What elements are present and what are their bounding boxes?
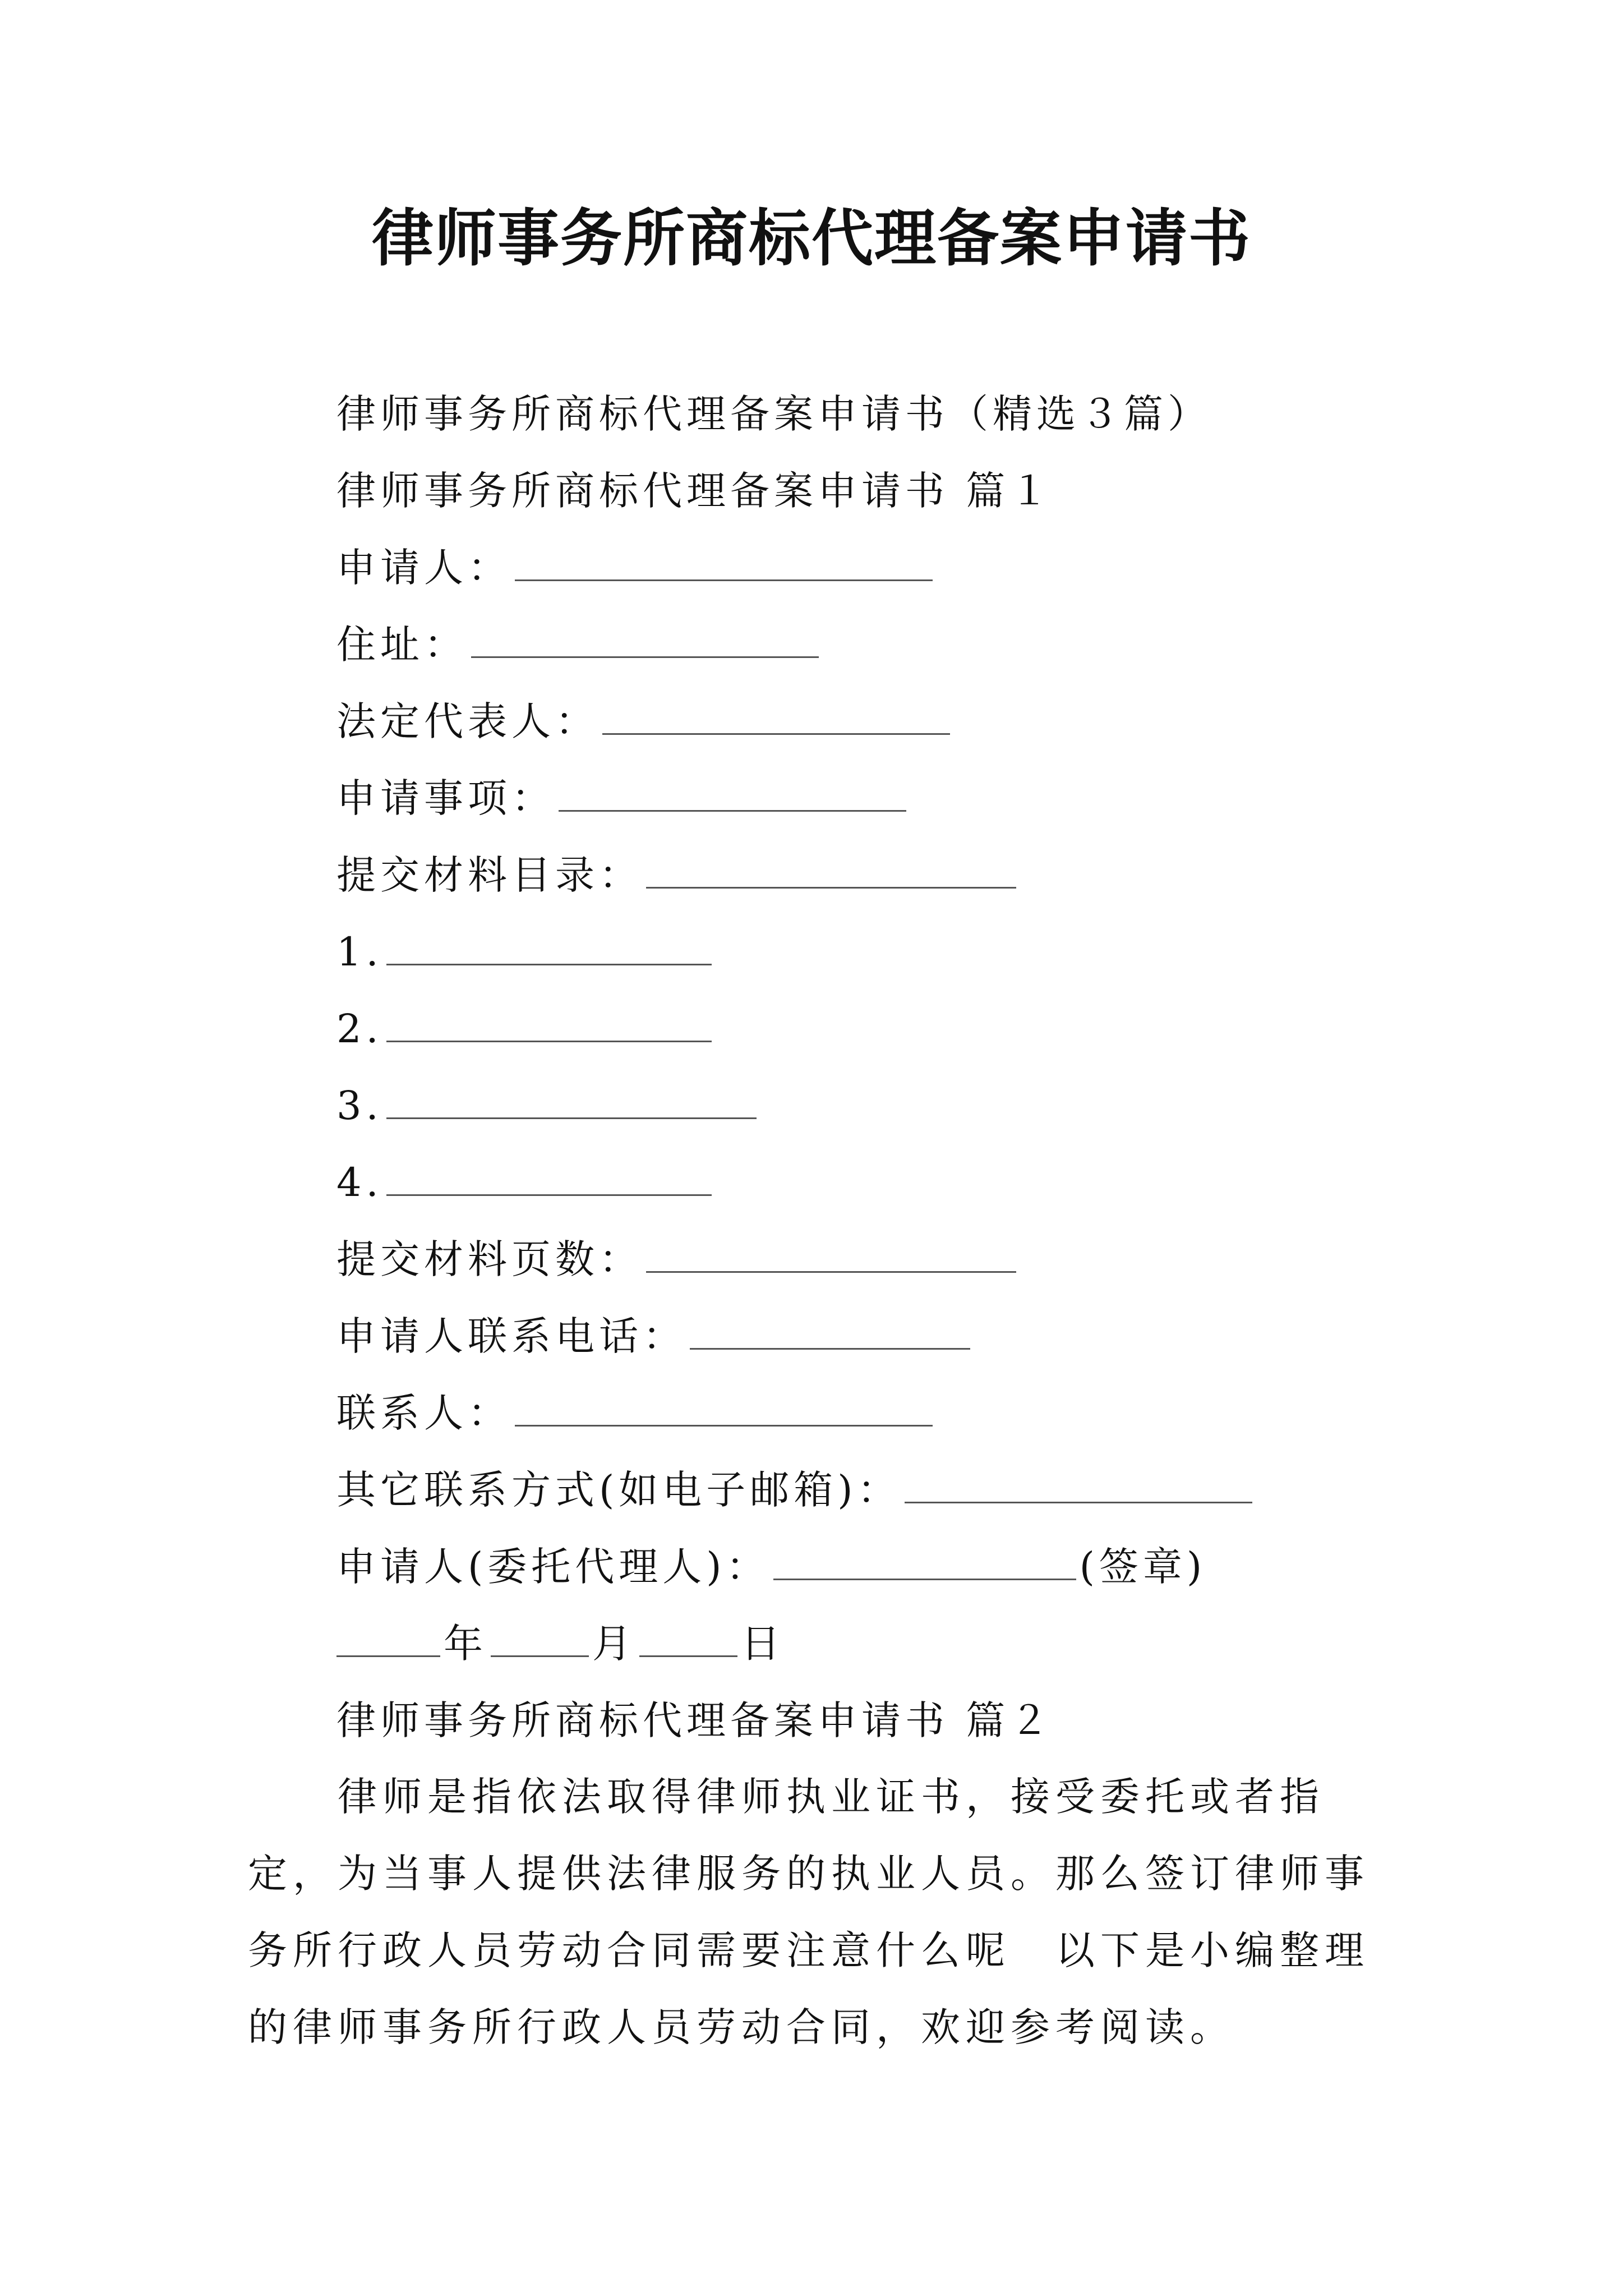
month-label: 月 [592, 1621, 636, 1667]
applicant-label: 申请人： [336, 545, 511, 591]
section2-heading: 律师事务所商标代理备案申请书 篇２ [336, 1697, 1054, 1743]
item4-blank[interactable] [386, 1155, 712, 1196]
section2-body: 律师是指依法取得律师执业证书，接受委托或者指定，为当事人提供法律服务的执业人员。那么签订律师事务所行政人员劳动合同需要注意什么呢 以下是小编整理的律师事务所行政人员劳动合同，欢迎参考阅读。 [248, 1774, 1370, 2050]
other-contact-blank[interactable] [905, 1462, 1252, 1503]
year-blank[interactable] [336, 1616, 440, 1657]
day-blank[interactable] [639, 1616, 737, 1657]
agent-label: 申请人(委托代理人)： [336, 1544, 770, 1590]
item4-row [336, 1154, 715, 1211]
document-title: 律师事务所商标代理备案申请书 [372, 202, 1251, 274]
address-blank[interactable] [471, 617, 819, 658]
pages-row [336, 1231, 1020, 1287]
matter-blank[interactable] [559, 771, 906, 812]
matter-row [336, 770, 910, 826]
address-row [336, 616, 822, 673]
legal-rep-row [336, 693, 953, 749]
item3-row [336, 1078, 760, 1134]
agent-row [336, 1539, 1206, 1595]
other-contact-row [336, 1462, 1256, 1518]
phone-row [336, 1308, 974, 1364]
contact-row [336, 1385, 936, 1441]
month-blank[interactable] [491, 1616, 589, 1657]
phone-blank[interactable] [690, 1309, 970, 1350]
contact-label: 联系人： [336, 1390, 511, 1436]
subtitle: 律师事务所商标代理备案申请书（精选３篇） [336, 391, 1211, 437]
materials-list-label: 提交材料目录： [336, 852, 643, 898]
contact-blank[interactable] [515, 1386, 933, 1427]
item2-label: 2. [336, 1006, 383, 1052]
item3-label: 3. [336, 1083, 383, 1129]
item1-row [336, 924, 715, 980]
item4-label: 4. [336, 1159, 383, 1205]
year-label: 年 [444, 1621, 487, 1667]
day-label: 日 [741, 1621, 785, 1667]
legal-rep-label: 法定代表人： [336, 698, 599, 744]
other-contact-label: 其它联系方式(如电子邮箱)： [336, 1467, 901, 1513]
item2-blank[interactable] [386, 1001, 712, 1042]
date-row [336, 1616, 785, 1672]
applicant-row [336, 540, 936, 596]
pages-blank[interactable] [646, 1232, 1016, 1273]
materials-list-blank[interactable] [646, 848, 1016, 889]
item1-blank[interactable] [386, 924, 712, 965]
section1-heading: 律师事务所商标代理备案申请书 篇１ [336, 468, 1054, 514]
matter-label: 申请事项： [336, 775, 555, 821]
legal-rep-blank[interactable] [602, 694, 950, 735]
applicant-blank[interactable] [515, 540, 933, 581]
item3-blank[interactable] [386, 1078, 757, 1119]
address-label: 住址： [336, 622, 468, 668]
seal-label: (签章) [1079, 1544, 1207, 1590]
phone-label: 申请人联系电话： [336, 1313, 686, 1359]
agent-blank[interactable] [773, 1539, 1076, 1580]
item1-label: 1. [336, 929, 383, 975]
pages-label: 提交材料页数： [336, 1236, 643, 1282]
item2-row [336, 1001, 715, 1057]
materials-list-row [336, 847, 1020, 903]
